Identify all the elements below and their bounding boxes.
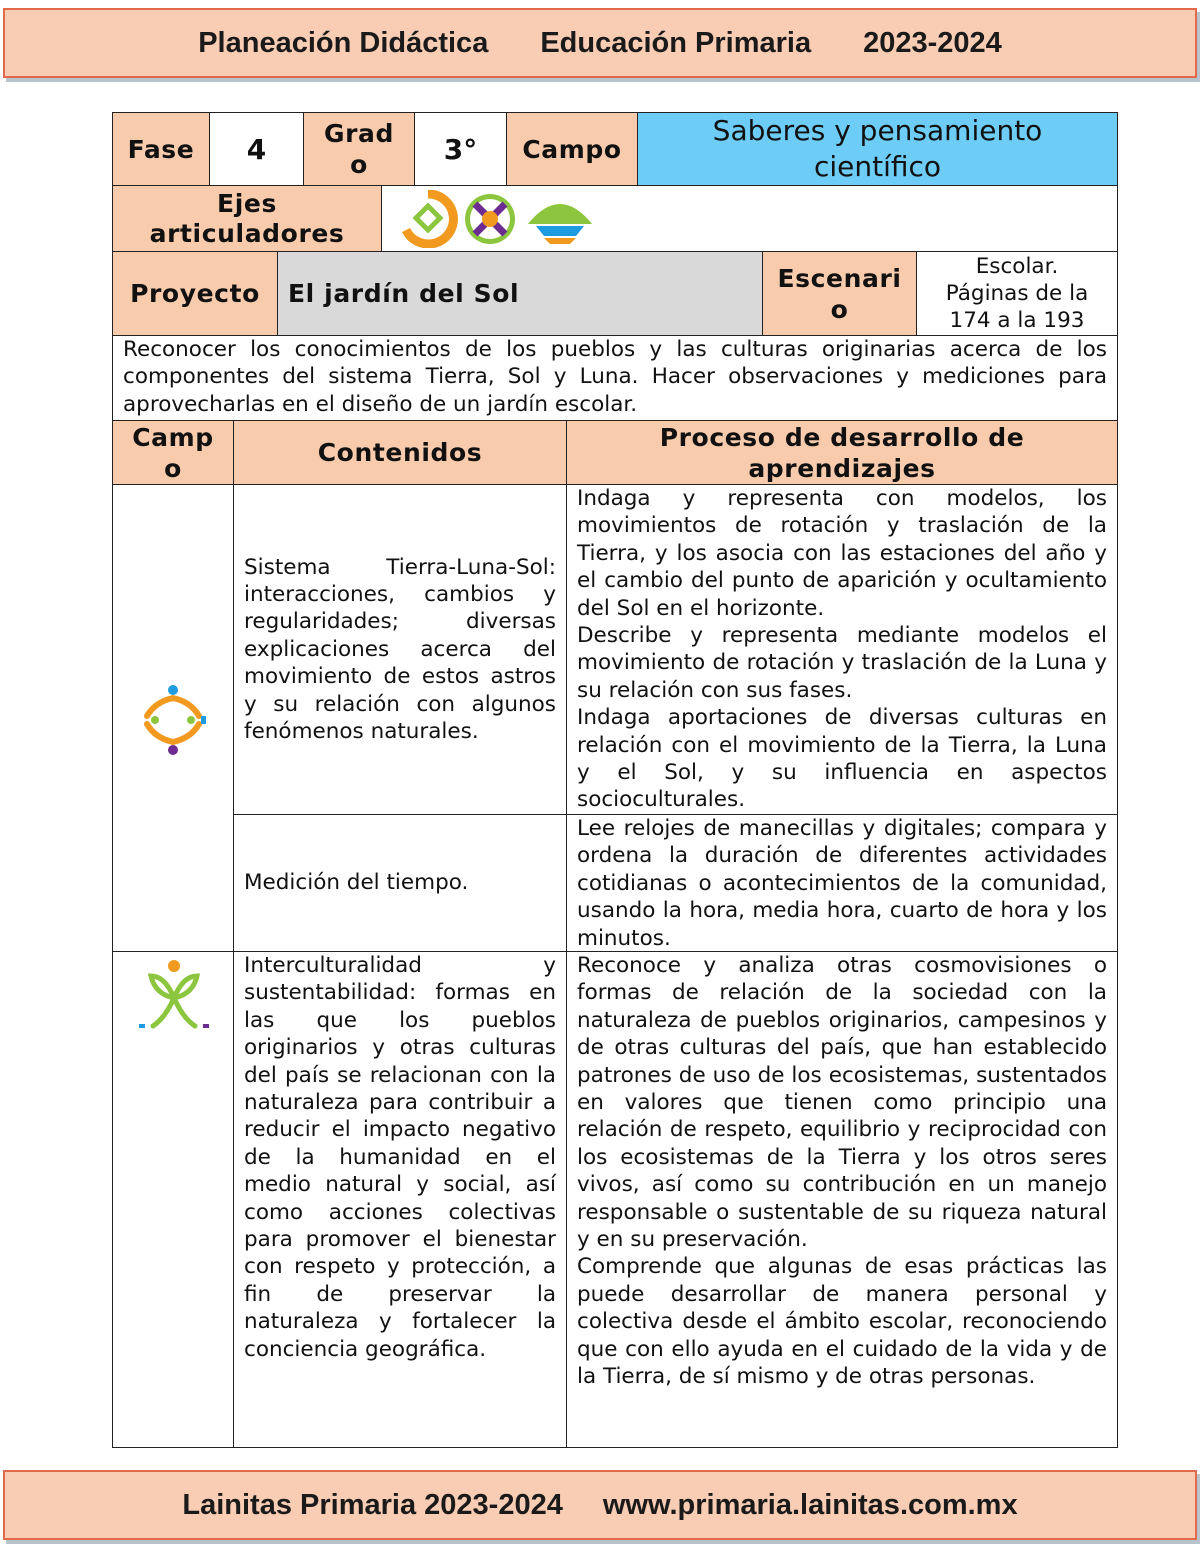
escenario-value: Escolar. Páginas de la 174 a la 193 (916, 251, 1118, 336)
contenido-cell-2 (233, 814, 567, 952)
campo-value: Saberes y pensamiento científico (637, 112, 1118, 186)
campo-icon-cell-1 (112, 484, 234, 952)
proceso-cell-3 (566, 951, 1118, 1448)
proceso-text-3a: Reconoce y analiza otras cosmovisiones o formas de relación de la sociedad con la naturaleza de pueblos originarios, campesinos y de otras culturas del país, que han establecido patrones de uso de los ecosistemas, sustentados en valores que tienen como principio una relación de respeto, equilibrio y reciprocidad con los ecosistemas de la Tierra y los otros seres vivos, así como su contribución en un manejo responsable o sustentable de su riqueza natural y en su preservación. (577, 953, 1107, 1253)
artes-icon (522, 190, 598, 248)
escenario-label: Escenario (762, 251, 917, 336)
footer-banner (3, 1470, 1197, 1540)
col-campo-header: Campo (112, 420, 234, 485)
contenido-text-3: Interculturalidad y sustentabilidad: formas en las que los pueblos originarios y otras culturas del país se relacionan con la naturaleza para contribuir a reducir el impacto negativo de la humanidad en el medio natural y social, así como acciones colectivas para promover el bienestar con respeto y protección, a fin de preservar la naturaleza y fortalecer la conciencia geográfica. (244, 953, 556, 1362)
col-proceso-header: Proceso de desarrollo de aprendizajes (566, 420, 1118, 485)
proceso-cell-2 (566, 814, 1118, 952)
contenido-text-1: Sistema Tierra-Luna-Sol: interacciones, cambios y regularidades; diversas explicaciones acerca del movimiento de estos astros y su relación con algunos fenómenos naturales. (244, 554, 556, 745)
proceso-text-1a: Indaga y representa con modelos, los movimientos de rotación y traslación de la Tierra, y los asocia con las estaciones del año y el cambio del punto de aparición y ocultamiento del Sol en el horizonte. (577, 486, 1107, 621)
fase-value: 4 (209, 112, 304, 186)
contenido-text-2: Medición del tiempo. (244, 870, 469, 896)
grado-label: Grado (303, 112, 415, 186)
proceso-cell-1 (566, 484, 1118, 815)
contenido-cell-1 (233, 484, 567, 815)
proceso-text-1c: Indaga aportaciones de diversas culturas en relación con el movimiento de la Tierra, la Luna y el Sol, y su influencia en aspectos socioculturales. (577, 705, 1107, 813)
campo-label: Campo (506, 112, 638, 186)
contenido-cell-3 (233, 951, 567, 1448)
proceso-text-1b: Describe y representa mediante modelos el movimiento de rotación y traslación de la Luna y su relación con sus fases. (577, 623, 1107, 703)
footer-brand: Lainitas Primaria 2023-2024 (182, 1488, 563, 1521)
project-description: Reconocer los conocimientos de los pueblos y las culturas originarias acerca de los componentes del sistema Tierra, Sol y Luna. Hacer observaciones y mediciones para aprovecharlas en el diseño de un jardín escolar. (112, 335, 1118, 421)
vida-saludable-icon (135, 958, 213, 1036)
ejes-label: Ejes articuladores (112, 185, 382, 252)
header-title: Planeación Didáctica (198, 26, 489, 59)
interculturalidad-icon (462, 191, 518, 247)
pensamiento-critico-icon (133, 680, 213, 760)
proceso-text-2a: Lee relojes de manecillas y digitales; compara y ordena la duración de diferentes actividades cotidianas o acontecimientos de la comunidad, usando la hora, media hora, cuarto de hora y los minutos. (577, 816, 1107, 951)
header-level: Educación Primaria (540, 26, 812, 59)
inclusion-icon (398, 190, 458, 248)
header-year: 2023-2024 (863, 26, 1002, 59)
proyecto-label: Proyecto (112, 251, 278, 336)
fase-label: Fase (112, 112, 210, 186)
campo-icon-cell-2 (112, 951, 234, 1448)
col-contenidos-header: Contenidos (233, 420, 567, 485)
ejes-icons (381, 185, 1118, 252)
proceso-text-3b: Comprende que algunas de esas prácticas las puede desarrollar de manera personal y colectiva desde el ámbito escolar, reconociendo que con ello ayuda en el cuidado de la vida y de la Tierra, de sí mismo y de otras personas. (577, 1254, 1107, 1390)
proyecto-value: El jardín del Sol (277, 251, 763, 336)
grado-value: 3° (414, 112, 507, 186)
footer-url[interactable]: www.primaria.lainitas.com.mx (602, 1488, 1018, 1521)
